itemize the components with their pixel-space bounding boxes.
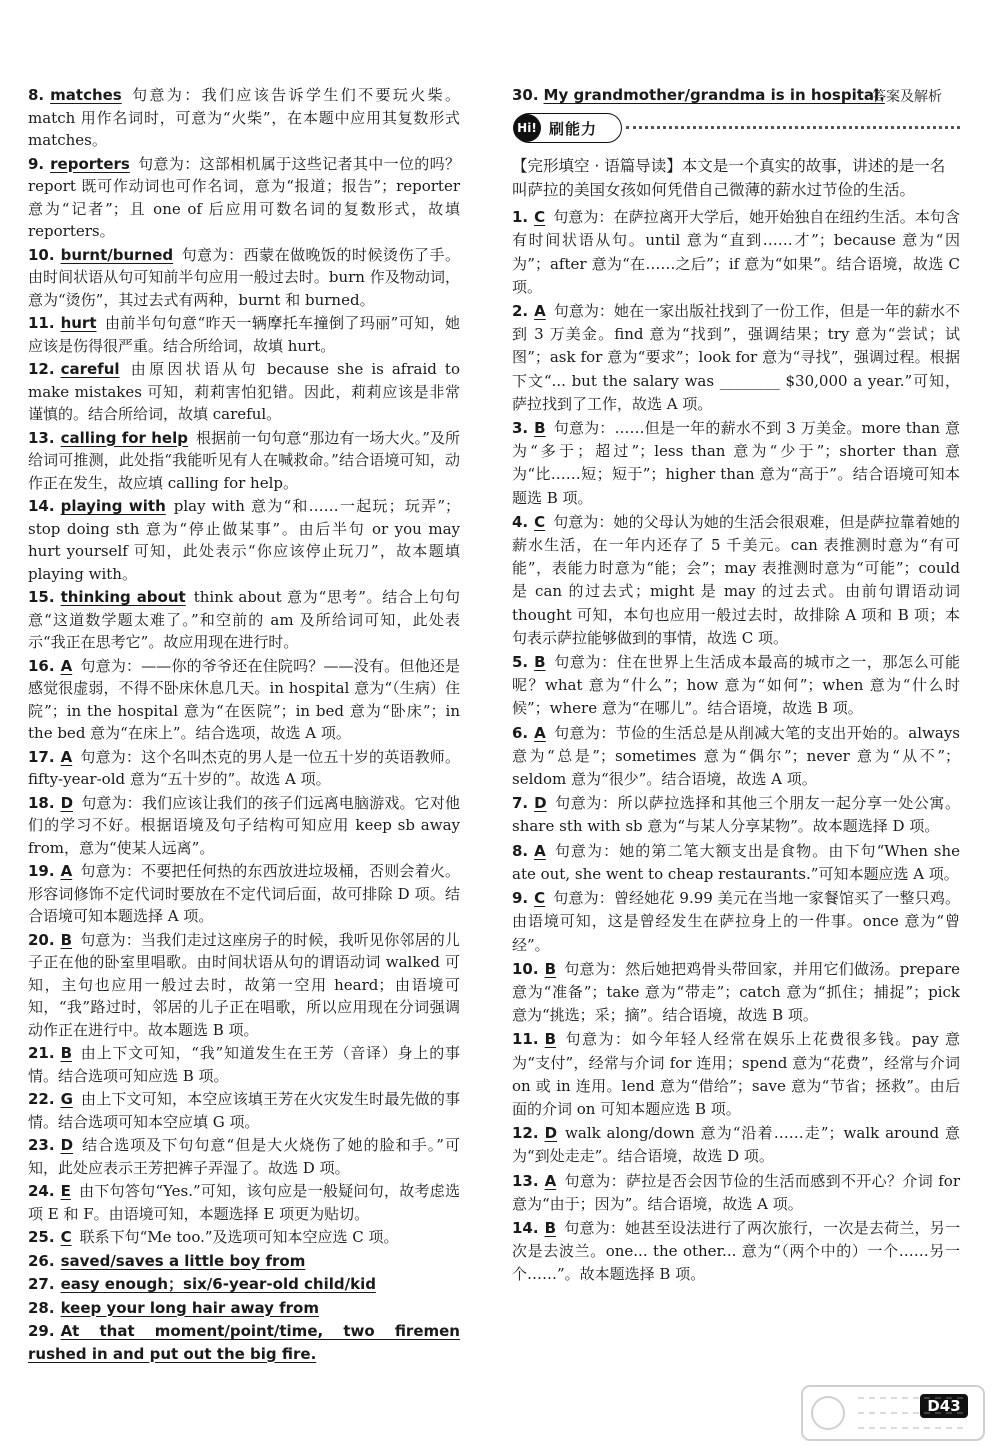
entry-explanation: 句意为：她在一家出版社找到了一份工作，但是一年的薪水不到 3 万美金。find 意为“找到”，强调结果；try 意为“尝试；试图”；ask for 意为“要求”；look for 意为“寻找”，强调过程。根据下文“... but the salary was ________ $30,000 a year.”可知，萨拉找到了工作，故选 A 项。: [512, 302, 960, 413]
header-title: 答案及解析: [872, 89, 942, 105]
answer-entry: [28, 358, 460, 426]
answer-entry: [512, 651, 960, 721]
answer-entry: [28, 312, 460, 357]
hand-icon: Hi!: [513, 114, 541, 142]
answer-entry: [28, 586, 460, 654]
entry-explanation: walk along/down 意为“沿着……走”；walk around 意为“到处走走”。结合语境，故选 D 项。: [512, 1124, 960, 1166]
entry-number: 16.: [28, 656, 55, 675]
entry-answer: C: [534, 512, 546, 531]
entry-answer: B: [534, 653, 546, 672]
entry-answer: A: [534, 841, 546, 860]
entry-explanation: 句意为：她甚至设法进行了两次旅行，一次是去荷兰，另一次是去波兰。one... the other... 意为“（两个中的）一个……另一个……”。故本题选择 B 项。: [512, 1218, 960, 1284]
answer-entry: [512, 417, 960, 510]
answer-entry: [28, 153, 460, 243]
entry-answer: A: [60, 747, 73, 766]
entry-number: 28.: [28, 1298, 55, 1317]
answer-entry: [512, 792, 960, 838]
entry-number: 2.: [512, 302, 529, 321]
entry-number: 1.: [512, 208, 529, 227]
section-badge: [514, 113, 622, 143]
answer-entry: [28, 244, 460, 312]
entry-number: 25.: [28, 1228, 55, 1246]
answer-entry: [28, 1273, 460, 1296]
entry-explanation: 由前半句句意“昨天一辆摩托车撞倒了玛丽”可知，她应该是伤得很严重。结合所给词，故填 hurt。: [28, 314, 460, 355]
entry-explanation: 句意为：我们应该让我们的孩子们远离电脑游戏。它对他们的学习不好。根据语境及句子结构可知应用 keep sb away from，意为“使某人远离”。: [28, 793, 460, 857]
entry-number: 14.: [512, 1218, 539, 1237]
entry-number: 10.: [512, 959, 539, 978]
answer-entry: [28, 1134, 460, 1179]
entry-number: 5.: [512, 653, 529, 672]
entry-number: 26.: [28, 1251, 55, 1270]
entry-answer: playing with: [60, 497, 166, 515]
entry-answer: B: [60, 930, 73, 949]
entry-number: 14.: [28, 497, 55, 515]
entry-explanation: 句意为：不要把任何热的东西放进垃圾桶，否则会着火。形容词修饰不定代词时要放在不定代词后面，故可排除 D 项。结合语境可知本题选择 A 项。: [28, 862, 460, 925]
entry-answer: My grandmother/grandma is in hospital.: [543, 86, 885, 104]
entry-answer: thinking about: [60, 588, 186, 606]
entry-answer: D: [60, 793, 74, 812]
answer-entry: [28, 1250, 460, 1273]
entry-explanation: 句意为：然后她把鸡骨头带回家，并用它们做汤。prepare 意为“准备”；take 意为“带走”；catch 意为“抓住；捕捉”；pick 意为“挑选；采；摘”。结合语境，故选 B 项。: [512, 959, 960, 1025]
answer-entry: [512, 1217, 960, 1287]
entry-number: 6.: [512, 723, 529, 742]
entry-explanation: 句意为：在萨拉离开大学后，她开始独自在纽约生活。本句含有时间状语从句。until 意为“直到……才”；because 意为“因为”；after 意为“在……之后”；if 意为“如果”。结合语境，故选 C 项。: [512, 208, 960, 296]
dotted-divider: [626, 126, 960, 129]
entry-answer: calling for help: [60, 428, 188, 447]
entry-explanation: play with 意为“和……一起玩；玩弄”；stop doing sth 意为“停止做某事”。由后半句 or you may hurt yourself 可知，此处表示“你应该停止玩刀”，故本题填 playing with。: [28, 497, 460, 583]
entry-answer: saved/saves a little boy from: [60, 1251, 306, 1270]
entry-answer: easy enough；six/6-year-old child/kid: [60, 1275, 376, 1293]
entry-explanation: 由上下文可知，“我”知道发生在王芳（音译）身上的事情。结合选项可知应选 B 项。: [28, 1044, 460, 1085]
entry-number: 30.: [512, 86, 539, 104]
entry-answer: B: [544, 959, 557, 978]
entry-answer: keep your long hair away from: [60, 1298, 319, 1317]
entry-explanation: 句意为：这个名叫杰克的男人是一位五十岁的英语教师。fifty-year-old 意为“五十岁的”。故选 A 项。: [28, 747, 460, 788]
answer-entry-30: [512, 84, 960, 107]
entry-number: 23.: [28, 1136, 55, 1154]
entry-number: 8.: [28, 86, 45, 104]
answer-entry: [28, 655, 460, 745]
answer-entry: [28, 792, 460, 860]
entry-explanation: 句意为：……但是一年的薪水不到 3 万美金。more than 意为“多于；超过”；less than 意为“少于”；shorter than 意为“比……短；短于”；higher than 意为“高于”。结合语境可知本题选 B 项。: [512, 419, 960, 507]
section-label: 刷能力: [549, 119, 598, 138]
entry-number: 11.: [28, 314, 55, 332]
entry-number: 21.: [28, 1044, 55, 1062]
entry-answer: D: [544, 1124, 558, 1143]
entry-explanation: 句意为：如今年轻人经常在娱乐上花费很多钱。pay 意为“支付”，经常与介词 for 连用；spend 意为“花费”，经常与介词 on 或 in 连用。lend 意为“借给”；save 意为“节省；拯救”。由后面的介词 on 可知本题应选 B 项。: [512, 1030, 960, 1118]
right-column: [512, 84, 960, 1288]
answer-entry: [512, 1028, 960, 1121]
entry-explanation: 句意为：萨拉是否会因节俭的生活而感到不开心？介词 for 意为“由于；因为”。结合语境，故选 A 项。: [512, 1171, 960, 1213]
answer-entry: [512, 300, 960, 416]
entry-explanation: 句意为：当我们走过这座房子的时候，我听见你邻居的儿子正在他的卧室里唱歌。由时间状语从句的谓语动词 walked 可知，主句也应用一般过去时，故第一空用 heard；由语境可知，“我”路过时，邻居的儿子正在唱歌，所以应用现在分词强调动作正在进行中。故本题选 B 项。: [28, 930, 460, 1039]
entry-answer: B: [544, 1218, 557, 1237]
entry-answer: A: [60, 656, 73, 675]
answer-entry: [512, 722, 960, 792]
entry-explanation: think about 意为“思考”。结合上句句意“这道数学题太难了。”和空前的 am 及所给词可知，此处表示“我正在思考它”。故应用现在进行时。: [28, 588, 460, 651]
entry-number: 11.: [512, 1030, 539, 1049]
entry-answer: A: [534, 723, 546, 742]
entry-number: 13.: [28, 428, 55, 447]
entry-number: 10.: [28, 245, 55, 264]
entry-number: 13.: [512, 1171, 539, 1190]
entry-number: 9.: [512, 889, 529, 908]
answer-entry: [28, 495, 460, 585]
entry-number: 9.: [28, 154, 45, 173]
entry-answer: B: [544, 1030, 557, 1049]
entry-answer: C: [534, 208, 546, 227]
entry-explanation: 句意为：她的父母认为她的生活会很艰难，但是萨拉靠着她的薪水生活，在一年内还存了 5 千美元。can 表推测时意为“有可能”，表能力时意为“能；会”；may 表推测时意为“可能”；could 是 can 的过去式；might 是 may 的过去式。由前句谓语动词 thought 可知，本句也应用一般过去时，故排除 A 项和 B 项；本句表示萨拉能够做到的事情，故选 C 项。: [512, 512, 960, 647]
entry-explanation: 句意为：她的第二笔大额支出是食物。由下句“When she ate out, she went to cheap restaurants.”可知本题应选 A 项。: [512, 841, 960, 883]
answer-entry: [28, 860, 460, 928]
entry-answer: C: [534, 889, 546, 908]
entry-answer: C: [60, 1228, 72, 1246]
entry-explanation: 句意为：——你的爷爷还在住院吗？——没有。但他还是感觉很虚弱，不得不卧床休息几天。in hospital 意为“（生病）住院”；in the hospital 意为“在医院”；in bed 意为“卧床”；in the bed 意为“在床上”。结合选项，故选 A 项。: [28, 656, 460, 742]
answer-entry: [28, 1320, 460, 1365]
entry-number: 27.: [28, 1275, 55, 1293]
entry-number: 20.: [28, 930, 55, 949]
page-number: D43: [920, 1394, 968, 1418]
entry-number: 12.: [28, 360, 55, 378]
entry-answer: E: [60, 1182, 71, 1200]
entry-number: 18.: [28, 793, 55, 812]
entry-explanation: 句意为：节俭的生活总是从削减大笔的支出开始的。always 意为“总是”；sometimes 意为“偶尔”；never 意为“从不”；seldom 意为“很少”。结合语境，故选 A 项。: [512, 723, 960, 789]
entry-answer: B: [534, 419, 546, 438]
entry-answer: A: [544, 1171, 557, 1190]
entry-answer: D: [534, 794, 547, 813]
answer-entry: [28, 929, 460, 1042]
answer-entry: [512, 206, 960, 299]
entry-answer: burnt/burned: [60, 245, 174, 264]
entry-explanation: 句意为：曾经她花 9.99 美元在当地一家餐馆买了一整只鸡。由语境可知，这是曾经发生在萨拉身上的一件事。once 意为“曾经”。: [512, 889, 960, 954]
entry-number: 7.: [512, 794, 529, 813]
entry-answer: reporters: [50, 154, 130, 173]
left-column: [28, 84, 460, 1366]
watermark-logo: [798, 1382, 988, 1444]
answer-entry: [28, 1088, 460, 1133]
entry-explanation: 由原因状语从句 because she is afraid to make mistakes 可知，莉莉害怕犯错。因此，莉莉应该是非常谨慎的。结合所给词，故填 careful。: [28, 360, 460, 423]
entry-number: 19.: [28, 862, 55, 880]
entry-number: 24.: [28, 1182, 55, 1200]
entry-explanation: 联系下句“Me too.”及选项可知本空应选 C 项。: [79, 1228, 399, 1246]
answer-entry: [28, 427, 460, 495]
entry-answer: A: [60, 862, 73, 880]
entry-number: 12.: [512, 1124, 539, 1143]
answer-entry: [28, 1226, 460, 1249]
answer-entry: [512, 958, 960, 1028]
entry-answer: hurt: [60, 314, 97, 332]
entry-answer: At that moment/point/time, two firemen rushed in and put out the big fire.: [28, 1322, 460, 1363]
entry-answer: B: [60, 1044, 73, 1062]
entry-explanation: 根据前一句句意“那边有一场大火。”及所给词可推测，此处指“我能听见有人在喊救命。”结合语境可知，动作正在发生，故应填 calling for help。: [28, 428, 460, 492]
entry-explanation: 由上下文可知，本空应该填王芳在火灾发生时最先做的事情。结合选项可知本空应填 G 项。: [28, 1090, 460, 1131]
entry-number: 22.: [28, 1090, 55, 1108]
answer-entry: [28, 1042, 460, 1087]
entry-number: 17.: [28, 747, 55, 766]
entry-explanation: 句意为：住在世界上生活成本最高的城市之一，那怎么可能呢？what 意为“什么”；how 意为“如何”；when 意为“什么时候”；where 意为“在哪儿”。结合语境，故选 B 项。: [512, 653, 960, 718]
section-intro: 【完形填空 · 语篇导读】本文是一个真实的故事，讲述的是一名叫萨拉的美国女孩如何凭借自己微薄的薪水过节俭的生活。: [512, 157, 946, 199]
answer-entry: [28, 746, 460, 791]
entry-answer: G: [60, 1090, 73, 1108]
entry-explanation: 句意为：这部相机属于这些记者其中一位的吗？report 既可作动词也可作名词，意为“报道；报告”；reporter 意为“记者”；且 one of 后应用可数名词的复数形式，故填 reporters。: [28, 154, 460, 240]
entry-explanation: 句意为：西蒙在做晚饭的时候烫伤了手。由时间状语从句可知前半句应用一般过去时。burn 作及物动词，意为“烫伤”，其过去式有两种，burnt 和 burned。: [28, 245, 460, 309]
entry-explanation: 句意为：所以萨拉选择和其他三个朋友一起分享一处公寓。share sth with sb 意为“与某人分享某物”。故本题选择 D 项。: [512, 794, 960, 836]
answer-entry: [512, 511, 960, 650]
entry-answer: D: [60, 1136, 74, 1154]
answer-entry: [28, 84, 460, 152]
entry-number: 3.: [512, 419, 529, 438]
entry-number: 15.: [28, 588, 55, 606]
entry-number: 29.: [28, 1322, 55, 1340]
entry-explanation: 由下句答句“Yes.”可知，该句应是一般疑问句，故考虑选项 E 和 F。由语境可知，本题选择 E 项更为贴切。: [28, 1182, 460, 1223]
answer-entry: [28, 1180, 460, 1225]
entry-explanation: 结合选项及下句句意“但是大火烧伤了她的脸和手。”可知，此处应表示王芳把裤子弄湿了。故选 D 项。: [28, 1136, 460, 1177]
answer-entry: [512, 887, 960, 957]
entry-answer: careful: [60, 360, 120, 378]
answer-entry: [512, 840, 960, 886]
entry-number: 8.: [512, 841, 529, 860]
entry-explanation: 句意为：我们应该告诉学生们不要玩火柴。match 用作名词时，可意为“火柴”，在本题中应用其复数形式 matches。: [28, 86, 460, 149]
entry-answer: A: [534, 302, 546, 321]
entry-number: 4.: [512, 512, 529, 531]
entry-answer: matches: [50, 86, 122, 104]
answer-entry: [512, 1122, 960, 1168]
answer-entry: [512, 1170, 960, 1216]
section-header: [512, 111, 960, 145]
answer-entry: [28, 1297, 460, 1320]
